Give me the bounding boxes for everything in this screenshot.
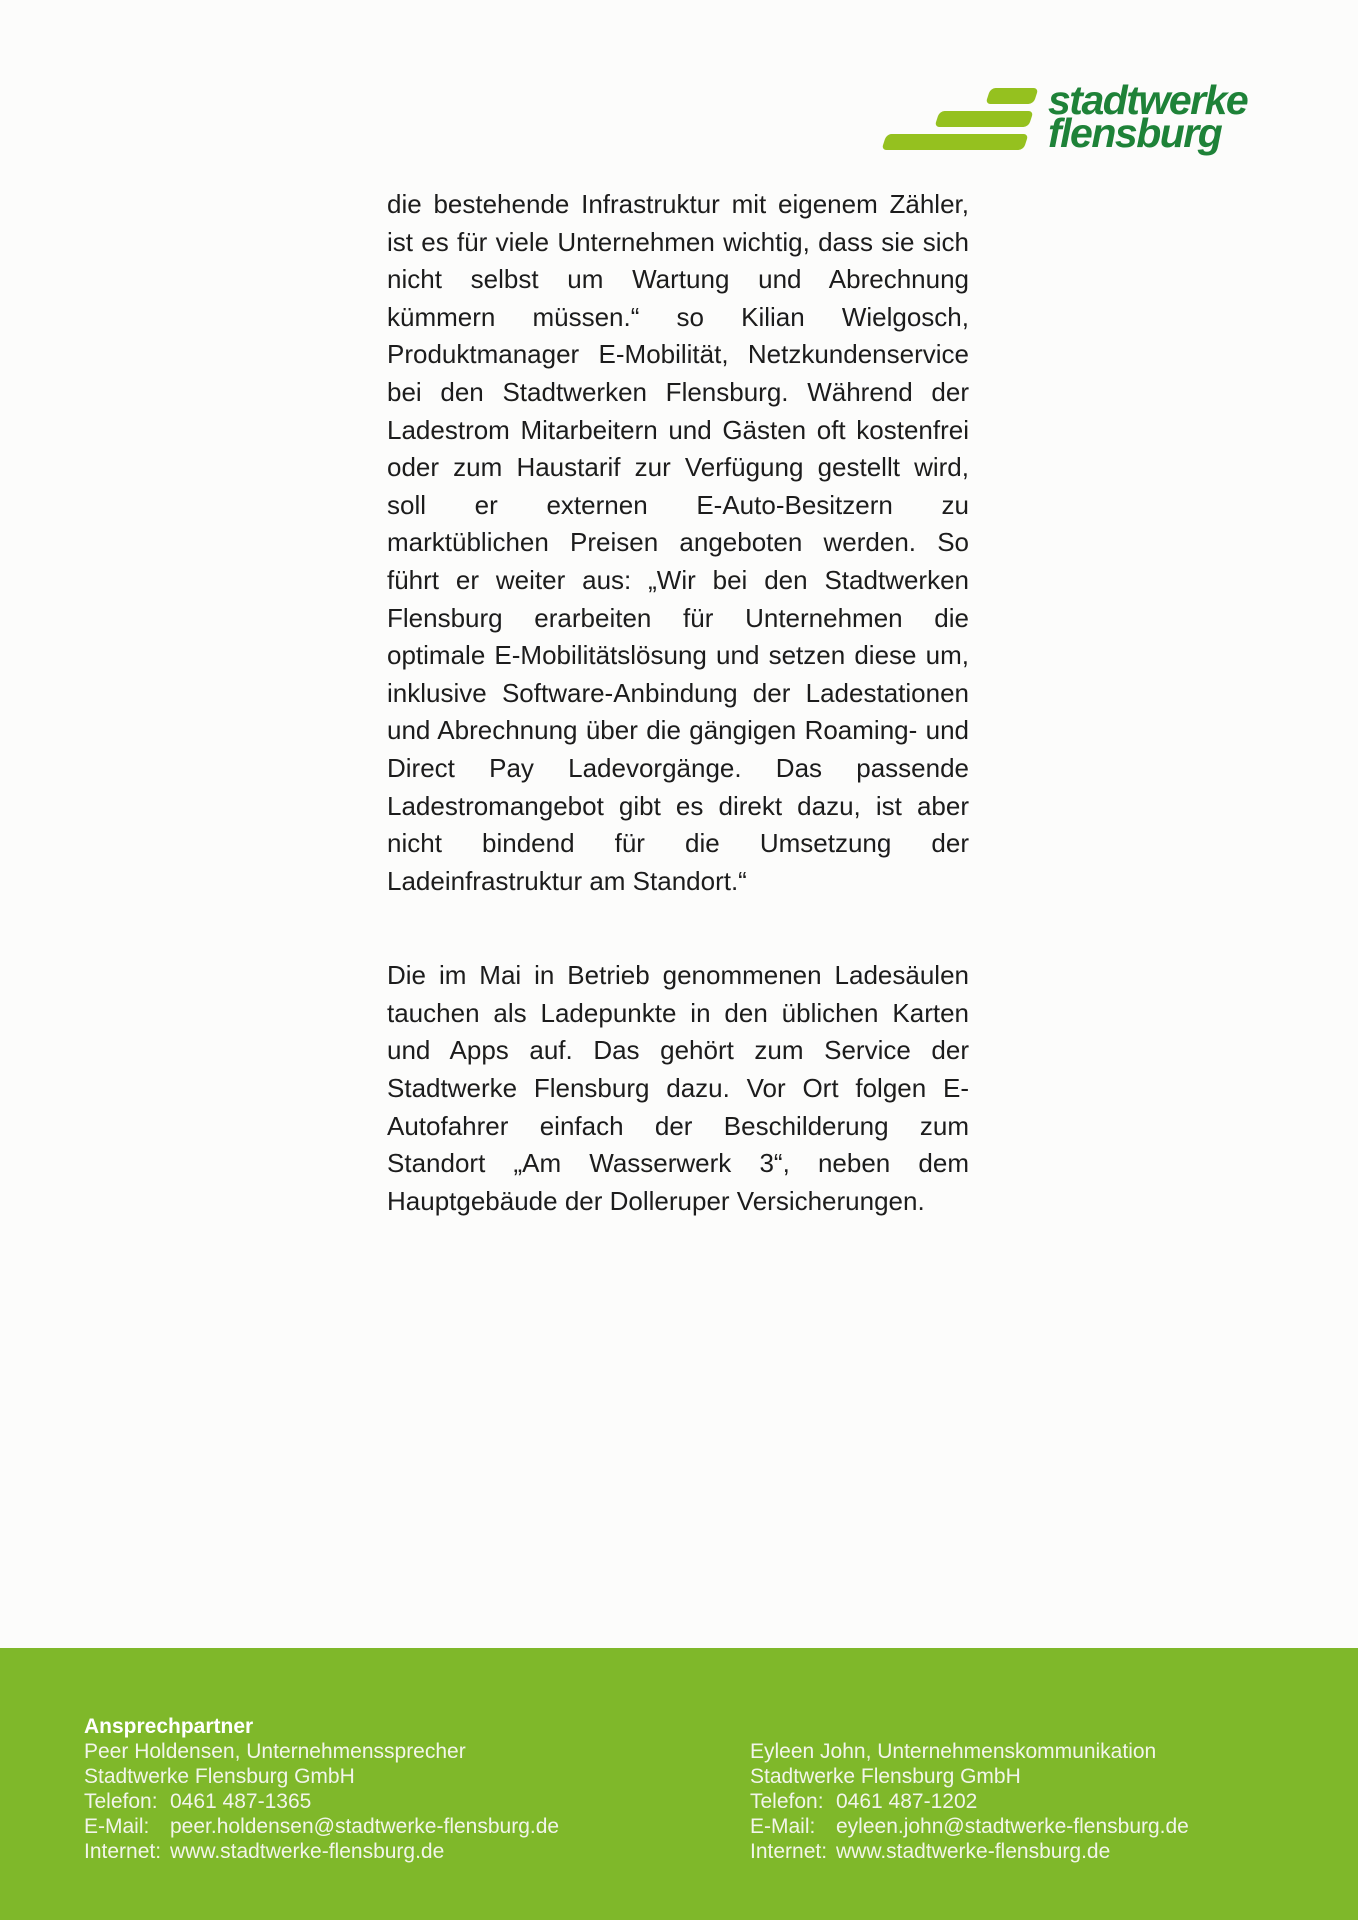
contact-email-row-left <box>84 1814 750 1839</box>
contact-phone-row-left <box>84 1789 750 1814</box>
contact-column-left <box>84 1714 750 1864</box>
press-release-body <box>387 186 969 1277</box>
heading-spacer <box>750 1714 1338 1739</box>
email-label: E-Mail: <box>84 1815 150 1838</box>
contact-internet-row-right <box>750 1839 1338 1864</box>
stadtwerke-flensburg-logo <box>886 77 1248 156</box>
internet-value: www.stadtwerke-flensburg.de <box>836 1840 1111 1863</box>
phone-label: Telefon: <box>84 1790 158 1813</box>
phone-label: Telefon: <box>750 1790 824 1813</box>
body-paragraph-1: die bestehende Infrastruktur mit eigenem Zähler, ist es für viele Unternehmen wichtig, dass sie sich nicht selbst um Wartung und Abrechnung kümmern müssen.“ so Kilian Wielgosch, Produktmanager E-Mobilität, Netzkundenservice bei den Stadtwerken Flensburg. Während der Ladestrom Mitarbeitern und Gästen oft kostenfrei oder zum Haustarif zur Verfügung gestellt wird, soll er externen E-Auto-Besitzern zu marktüblichen Preisen angeboten werden. So führt er weiter aus: „Wir bei den Stadtwerken Flensburg erarbeiten für Unternehmen die optimale E-Mobilitätslösung und setzen diese um, inklusive Software-Anbindung der Ladestationen und Abrechnung über die gängigen Roaming- und Direct Pay Ladevorgänge. Das passende Ladestromangebot gibt es direkt dazu, ist aber nicht bindend für die Umsetzung der Ladeinfrastruktur am Standort.“ <box>387 189 969 896</box>
internet-label: Internet: <box>750 1840 828 1863</box>
contact-company-left: Stadtwerke Flensburg GmbH <box>84 1765 355 1788</box>
logo-wordmark <box>1048 77 1248 156</box>
email-value: eyleen.john@stadtwerke-flensburg.de <box>836 1815 1189 1838</box>
contact-footer <box>0 1648 1358 1920</box>
contact-internet-row-left <box>84 1839 750 1864</box>
logo-stripes-icon <box>886 88 1038 150</box>
internet-value: www.stadtwerke-flensburg.de <box>170 1840 445 1863</box>
logo-stripe-middle <box>934 111 1033 127</box>
phone-value: 0461 487-1202 <box>836 1790 978 1813</box>
contact-name-right: Eyleen John, Unternehmenskommunikation <box>750 1740 1157 1763</box>
logo-wordmark-line2: flensburg <box>1048 110 1222 156</box>
email-label: E-Mail: <box>750 1815 816 1838</box>
internet-label: Internet: <box>84 1840 162 1863</box>
logo-stripe-bottom <box>881 134 1028 150</box>
contact-phone-row-right <box>750 1789 1338 1814</box>
email-value: peer.holdensen@stadtwerke-flensburg.de <box>170 1815 560 1838</box>
contact-column-right <box>750 1714 1338 1864</box>
logo-stripe-top <box>985 88 1038 104</box>
footer-heading: Ansprechpartner <box>84 1715 254 1738</box>
contact-email-row-right <box>750 1814 1338 1839</box>
phone-value: 0461 487-1365 <box>170 1790 312 1813</box>
contact-name-left: Peer Holdensen, Unternehmenssprecher <box>84 1740 466 1763</box>
logo-wordmark-line1: stadtwerke <box>1048 77 1248 123</box>
body-paragraph-2: Die im Mai in Betrieb genommenen Ladesäulen tauchen als Ladepunkte in den üblichen Karten und Apps auf. Das gehört zum Service der Stadtwerke Flensburg dazu. Vor Ort folgen E-Autofahrer einfach der Beschilderung zum Standort „Am Wasserwerk 3“, neben dem Hauptgebäude der Dolleruper Versicherungen. <box>387 960 969 1216</box>
contact-company-right: Stadtwerke Flensburg GmbH <box>750 1765 1021 1788</box>
